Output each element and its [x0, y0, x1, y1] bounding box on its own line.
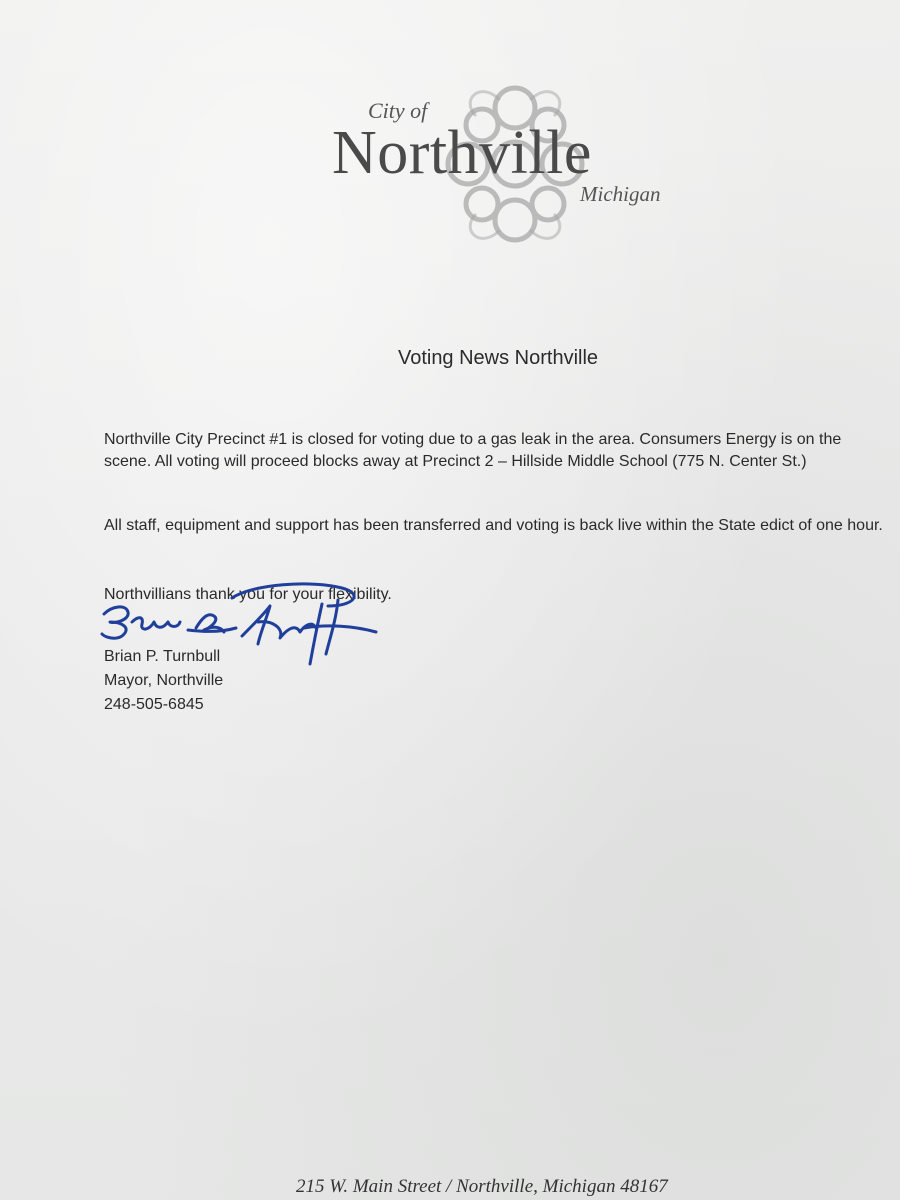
- closing-line: Northvillians thank you for your flexibility.: [104, 586, 392, 603]
- notice-title: Voting News Northville: [397, 347, 599, 369]
- letterhead-state: Michigan: [580, 182, 661, 206]
- notice-paragraph: All staff, equipment and support has been transferred and voting is back live within the State edict of one hour.: [104, 517, 883, 534]
- city-logo: [330, 80, 700, 250]
- letterhead-city-name: Northville: [332, 119, 592, 187]
- signatory-name: Brian P. Turnbull: [104, 648, 221, 665]
- letterhead-city-of: City of: [368, 98, 428, 123]
- footer-address: 215 W. Main Street / Northville, Michigan 48167: [296, 1176, 668, 1197]
- signatory-title: Mayor, Northville: [104, 672, 224, 689]
- notice-paragraph: Northville City Precinct #1 is closed for voting due to a gas leak in the area. Consumers Energy is on the scene. All voting will proceed blocks away at Precinct 2 – Hillside Middle School (775 N. Center St.): [104, 431, 842, 470]
- signatory-phone: 248-505-6845: [104, 696, 204, 713]
